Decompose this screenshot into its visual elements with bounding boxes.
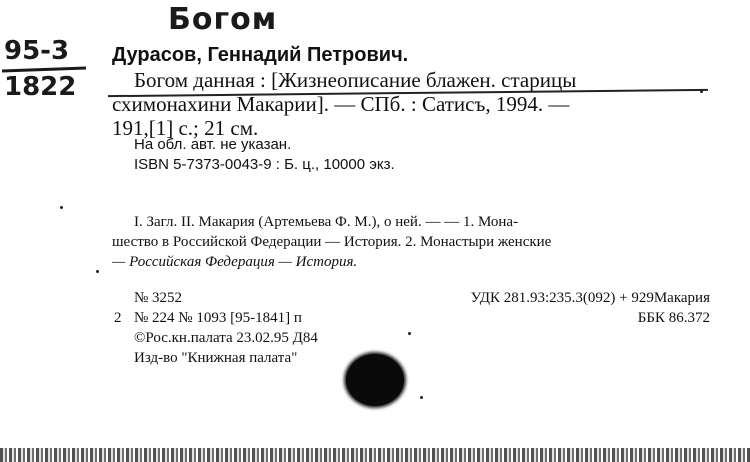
book-chamber-stamp: ©Рос.кн.палата 23.02.95 Д84 bbox=[134, 330, 318, 346]
handwritten-call-number-bottom: 1822 bbox=[4, 72, 77, 102]
handwritten-call-number-top: 95-3 bbox=[4, 36, 70, 66]
record-title-line-3: 191,[1] с.; 21 см. bbox=[112, 116, 259, 140]
speck bbox=[96, 270, 99, 273]
subjects-line-3 bbox=[112, 254, 357, 271]
subjects-line-1: I. Загл. II. Макария (Артемьева Ф. М.), о ней. — — 1. Мона- bbox=[134, 214, 519, 230]
copies-count: 2 bbox=[114, 310, 122, 326]
record-isbn: ISBN 5-7373-0043-9 : Б. ц., 10000 экз. bbox=[134, 156, 395, 173]
record-author: Дурасов, Геннадий Петрович. bbox=[112, 44, 409, 66]
speck bbox=[420, 396, 423, 399]
udk-code: УДК 281.93:235.3(092) + 929Макария bbox=[470, 290, 710, 306]
record-number-1: № 3252 bbox=[134, 290, 183, 306]
record-number-2: № 224 № 1093 [95-1841] п bbox=[134, 310, 302, 326]
record-note-1: На обл. авт. не указан. bbox=[134, 136, 292, 153]
subjects-line-2: шество в Российской Федерации — История. 2. Монастыри женские bbox=[112, 234, 552, 250]
handwritten-note: Богом bbox=[168, 2, 278, 37]
publisher-line: Изд-во "Книжная палата" bbox=[134, 350, 298, 366]
speck bbox=[700, 90, 703, 93]
speck bbox=[60, 206, 63, 209]
speck bbox=[408, 332, 411, 335]
subjects-line-3-text: — Российская Федерация — История. bbox=[112, 254, 358, 270]
record-title-line-1: Богом данная : [Жизнеописание блажен. старицы bbox=[134, 68, 577, 92]
bbk-code: ББК 86.372 bbox=[637, 310, 710, 326]
scan-edge bbox=[0, 448, 750, 462]
record-title-line-2: схимонахини Макарии]. — СПб. : Сатисъ, 1994. — bbox=[112, 92, 570, 116]
ink-blot bbox=[346, 354, 404, 406]
